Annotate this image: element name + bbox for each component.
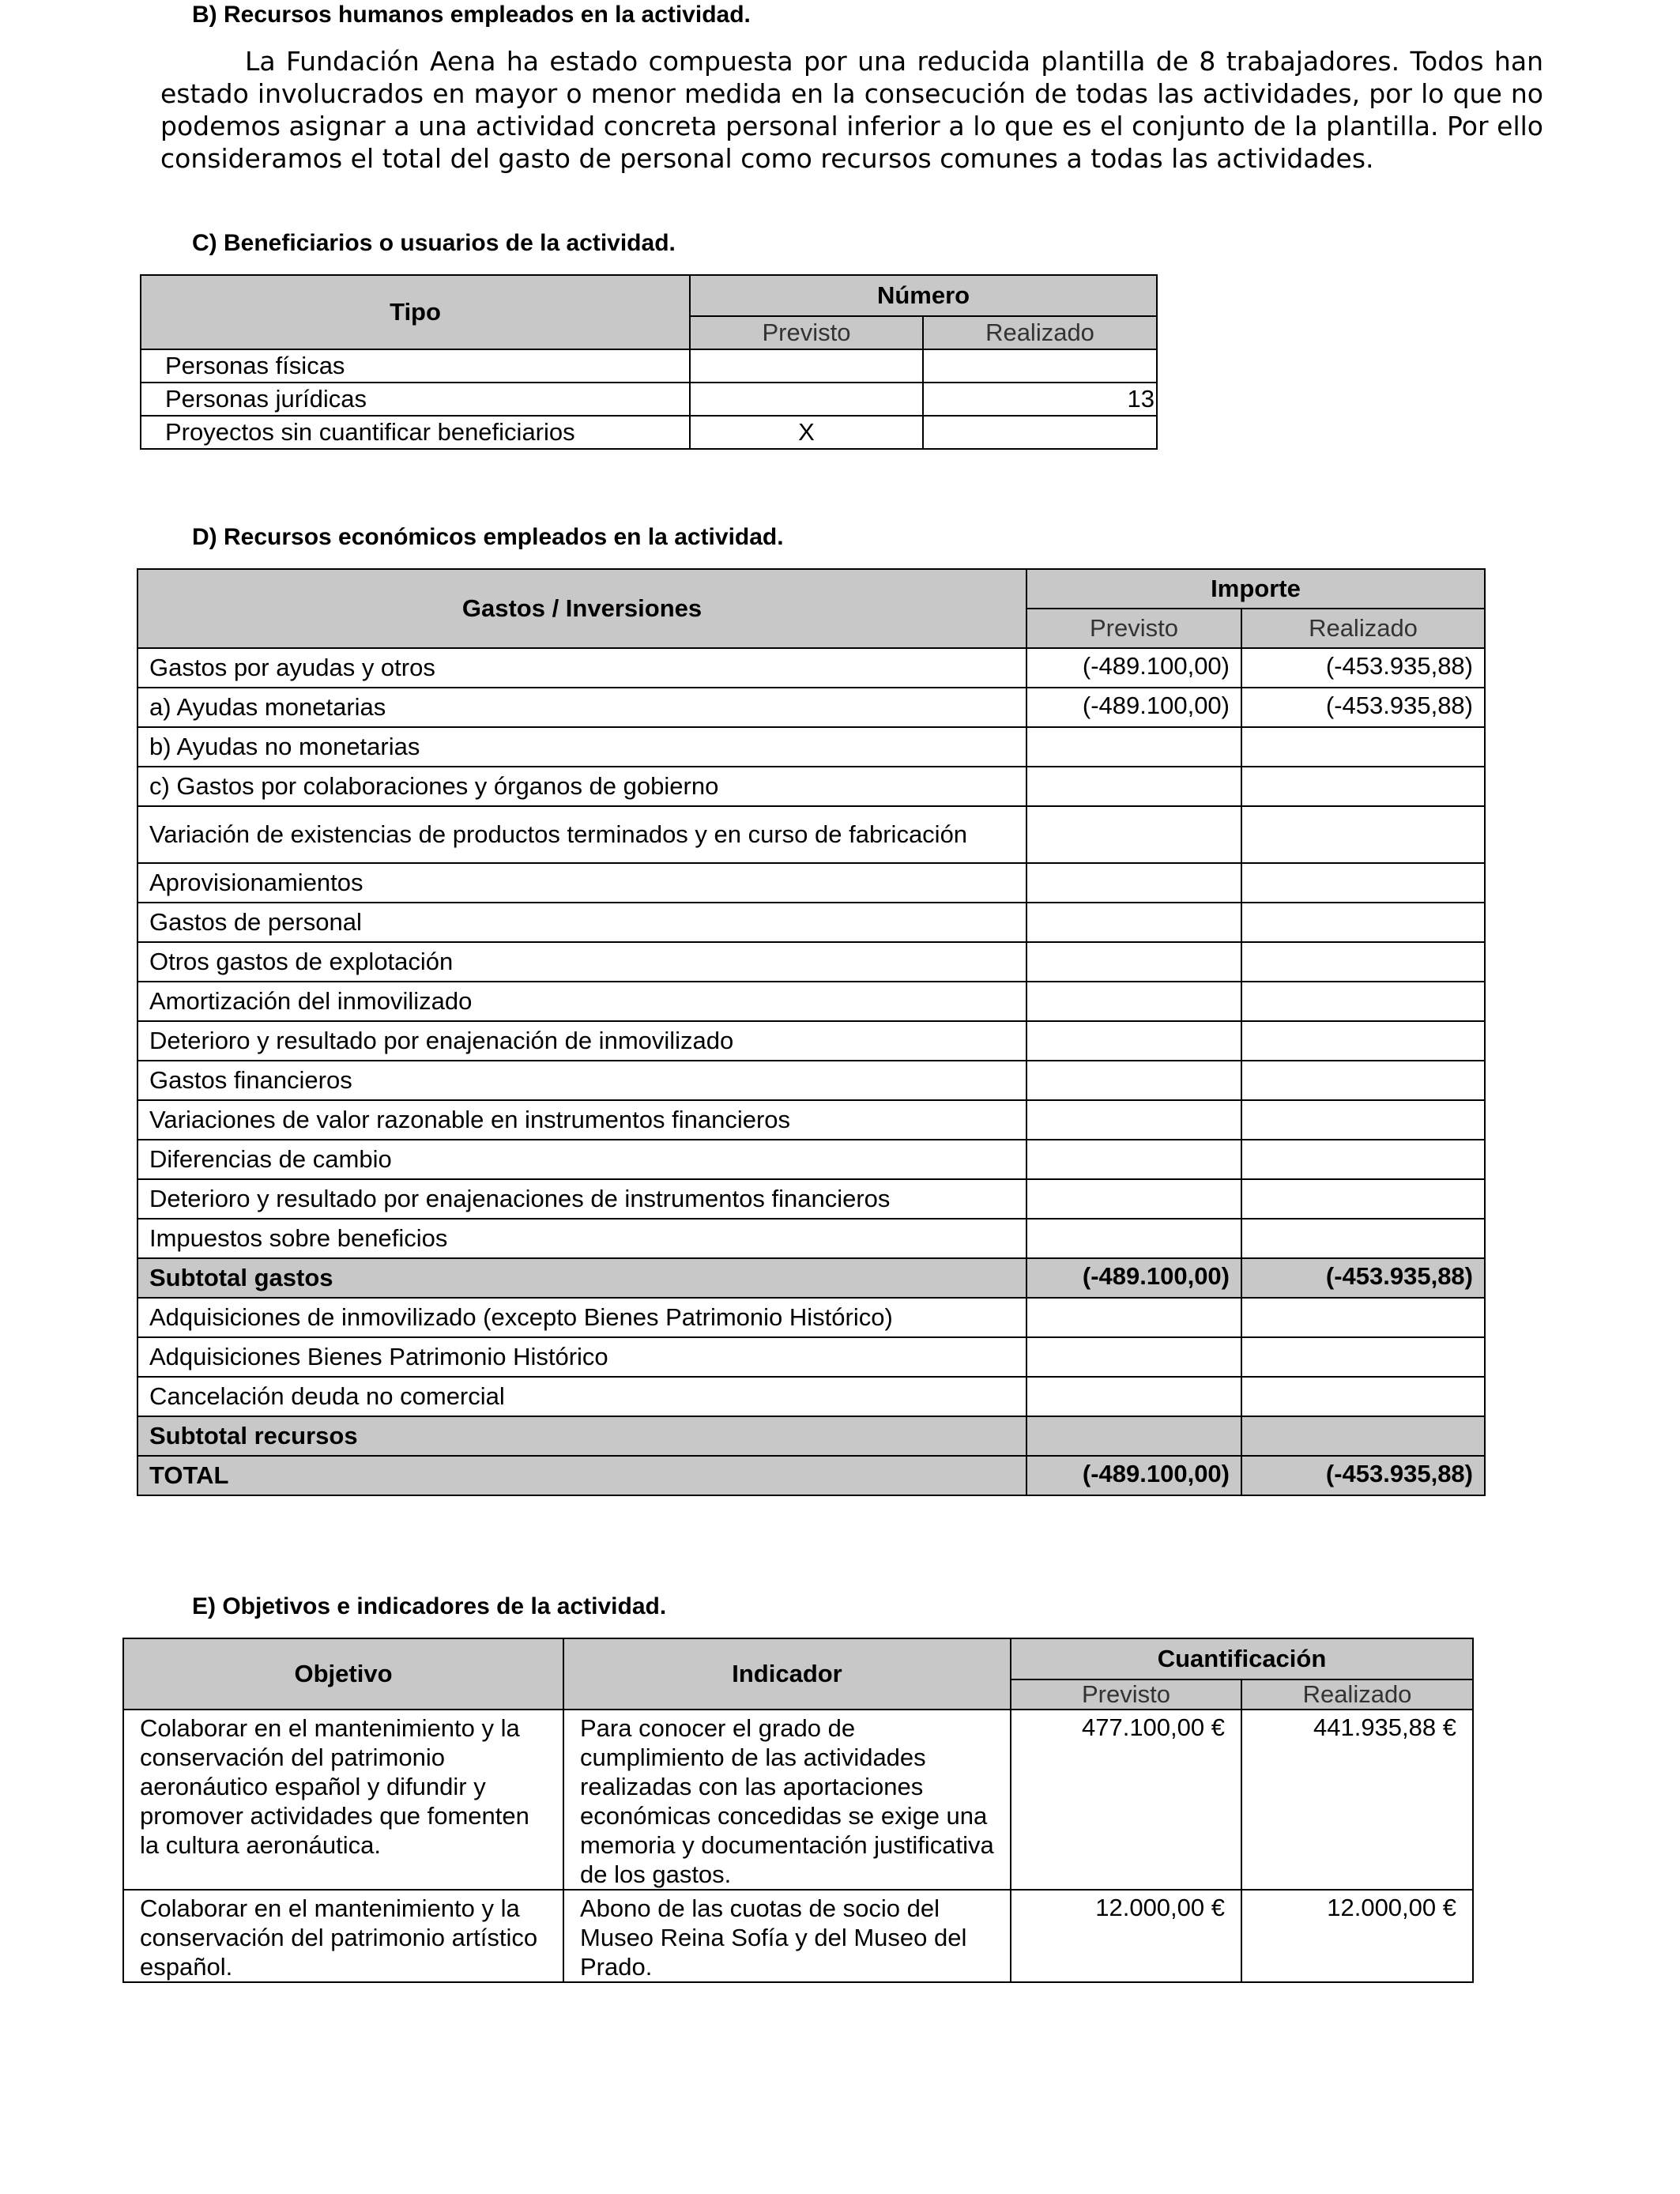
row-objetivo: Colaborar en el mantenimiento y la conservación del patrimonio aeronáutico español y difundir y promover actividades que fomenten la cultura aeronáutica. [123, 1710, 563, 1890]
row-previsto: (-489.100,00) [1026, 1258, 1241, 1298]
row-previsto [1026, 1416, 1241, 1456]
row-realizado [923, 416, 1157, 449]
row-previsto [1026, 1179, 1241, 1219]
row-previsto: 12.000,00 € [1011, 1890, 1241, 1982]
row-label: Subtotal recursos [137, 1416, 1026, 1456]
table-row [137, 1337, 1485, 1377]
row-realizado [1241, 1021, 1485, 1061]
row-label: c) Gastos por colaboraciones y órganos de gobierno [137, 767, 1026, 806]
objetivos-table [122, 1638, 1474, 1983]
row-realizado [1241, 1100, 1485, 1140]
row-realizado: (-453.935,88) [1241, 688, 1485, 727]
col-numero-header: Número [690, 275, 1157, 316]
col-objetivo-header: Objetivo [123, 1638, 563, 1710]
recursos-economicos-table [137, 568, 1486, 1496]
row-realizado [1241, 1298, 1485, 1337]
col-indicador-header: Indicador [563, 1638, 1011, 1710]
row-realizado: (-453.935,88) [1241, 1258, 1485, 1298]
col-cuantificacion-header: Cuantificación [1011, 1638, 1473, 1679]
row-realizado: (-453.935,88) [1241, 648, 1485, 688]
row-previsto [1026, 767, 1241, 806]
row-previsto [1026, 1298, 1241, 1337]
table-row [137, 903, 1485, 942]
col-realizado-header: Realizado [1241, 1679, 1473, 1710]
row-tipo: Personas jurídicas [141, 383, 690, 416]
row-realizado [1241, 806, 1485, 863]
row-realizado [1241, 1179, 1485, 1219]
table-row [141, 383, 1157, 416]
table-row [137, 1179, 1485, 1219]
row-label: Subtotal gastos [137, 1258, 1026, 1298]
row-label: Cancelación deuda no comercial [137, 1377, 1026, 1416]
row-label: Deterioro y resultado por enajenación de inmovilizado [137, 1021, 1026, 1061]
row-label: b) Ayudas no monetarias [137, 727, 1026, 767]
table-row [141, 416, 1157, 449]
row-previsto [1026, 942, 1241, 982]
table-row [137, 1061, 1485, 1100]
row-label: Variación de existencias de productos terminados y en curso de fabricación [137, 806, 1026, 863]
section-d-heading: D) Recursos económicos empleados en la actividad. [192, 524, 784, 550]
row-label: a) Ayudas monetarias [137, 688, 1026, 727]
row-tipo: Personas físicas [141, 349, 690, 383]
table-row [137, 1258, 1485, 1298]
row-objetivo: Colaborar en el mantenimiento y la conservación del patrimonio artístico español. [123, 1890, 563, 1982]
table-row [137, 863, 1485, 903]
row-label: Amortización del inmovilizado [137, 982, 1026, 1021]
row-realizado [1241, 982, 1485, 1021]
row-indicador: Abono de las cuotas de socio del Museo Reina Sofía y del Museo del Prado. [563, 1890, 1011, 1982]
row-realizado: 13 [923, 383, 1157, 416]
col-importe-header: Importe [1026, 569, 1485, 609]
row-realizado [1241, 1377, 1485, 1416]
row-previsto [690, 349, 923, 383]
beneficiarios-table [140, 274, 1158, 450]
table-row [137, 1456, 1485, 1495]
section-e-heading: E) Objetivos e indicadores de la actividad. [192, 1593, 667, 1619]
row-label: Otros gastos de explotación [137, 942, 1026, 982]
col-realizado-header: Realizado [923, 316, 1157, 349]
section-c-heading: C) Beneficiarios o usuarios de la actividad. [192, 230, 676, 256]
col-tipo-header: Tipo [141, 275, 690, 349]
row-previsto: (-489.100,00) [1026, 648, 1241, 688]
table-row [137, 648, 1485, 688]
table-row [137, 1298, 1485, 1337]
col-previsto-header: Previsto [1026, 609, 1241, 648]
row-label: Gastos financieros [137, 1061, 1026, 1100]
row-label: Adquisiciones Bienes Patrimonio Histórico [137, 1337, 1026, 1377]
row-previsto: X [690, 416, 923, 449]
table-row [137, 1377, 1485, 1416]
row-previsto [1026, 1377, 1241, 1416]
row-label: Adquisiciones de inmovilizado (excepto Bienes Patrimonio Histórico) [137, 1298, 1026, 1337]
row-realizado [1241, 903, 1485, 942]
table-row [137, 942, 1485, 982]
row-previsto [1026, 982, 1241, 1021]
table-row [137, 1140, 1485, 1179]
row-indicador: Para conocer el grado de cumplimiento de las actividades realizadas con las aportaciones económicas concedidas se exige una memoria y documentación justificativa de los gastos. [563, 1710, 1011, 1890]
row-previsto [1026, 903, 1241, 942]
row-previsto [1026, 1100, 1241, 1140]
row-realizado [1241, 1416, 1485, 1456]
table-row [137, 806, 1485, 863]
row-realizado [1241, 863, 1485, 903]
table-row [137, 982, 1485, 1021]
row-realizado [1241, 767, 1485, 806]
col-realizado-header: Realizado [1241, 609, 1485, 648]
row-realizado [1241, 1337, 1485, 1377]
row-previsto [1026, 1140, 1241, 1179]
row-previsto: (-489.100,00) [1026, 688, 1241, 727]
table-row [137, 1021, 1485, 1061]
row-previsto [690, 383, 923, 416]
row-tipo: Proyectos sin cuantificar beneficiarios [141, 416, 690, 449]
table-row [123, 1710, 1473, 1890]
table-row [137, 727, 1485, 767]
row-label: Variaciones de valor razonable en instrumentos financieros [137, 1100, 1026, 1140]
table-row [137, 1100, 1485, 1140]
section-b-paragraph: La Fundación Aena ha estado compuesta por una reducida plantilla de 8 trabajadores. Todos han estado involucrados en mayor o menor medida en la consecución de todas las actividades, por lo que no podemos asignar a una actividad concreta personal inferior a lo que es el conjunto de la plantilla. Por ello consideramos el total del gasto de personal como recursos comunes a todas las actividades. [160, 46, 1543, 174]
row-realizado [1241, 1140, 1485, 1179]
table-row [137, 1219, 1485, 1258]
row-realizado: (-453.935,88) [1241, 1456, 1485, 1495]
row-previsto [1026, 1337, 1241, 1377]
table-row [137, 767, 1485, 806]
row-previsto [1026, 727, 1241, 767]
row-label: Diferencias de cambio [137, 1140, 1026, 1179]
col-previsto-header: Previsto [1011, 1679, 1241, 1710]
table-row [123, 1890, 1473, 1982]
section-b-heading: B) Recursos humanos empleados en la actividad. [192, 2, 751, 28]
row-label: Deterioro y resultado por enajenaciones de instrumentos financieros [137, 1179, 1026, 1219]
row-previsto [1026, 863, 1241, 903]
row-previsto [1026, 1219, 1241, 1258]
row-realizado [923, 349, 1157, 383]
row-label: TOTAL [137, 1456, 1026, 1495]
row-realizado [1241, 942, 1485, 982]
row-label: Gastos de personal [137, 903, 1026, 942]
row-previsto [1026, 1021, 1241, 1061]
row-previsto [1026, 806, 1241, 863]
row-realizado [1241, 727, 1485, 767]
row-realizado [1241, 1061, 1485, 1100]
row-previsto [1026, 1061, 1241, 1100]
row-label: Aprovisionamientos [137, 863, 1026, 903]
row-label: Gastos por ayudas y otros [137, 648, 1026, 688]
table-row [141, 349, 1157, 383]
row-previsto: 477.100,00 € [1011, 1710, 1241, 1890]
row-realizado: 12.000,00 € [1241, 1890, 1473, 1982]
row-realizado: 441.935,88 € [1241, 1710, 1473, 1890]
col-previsto-header: Previsto [690, 316, 923, 349]
row-realizado [1241, 1219, 1485, 1258]
table-row [137, 1416, 1485, 1456]
row-previsto: (-489.100,00) [1026, 1456, 1241, 1495]
table-row [137, 688, 1485, 727]
row-label: Impuestos sobre beneficios [137, 1219, 1026, 1258]
col-gastos-header: Gastos / Inversiones [137, 569, 1026, 648]
